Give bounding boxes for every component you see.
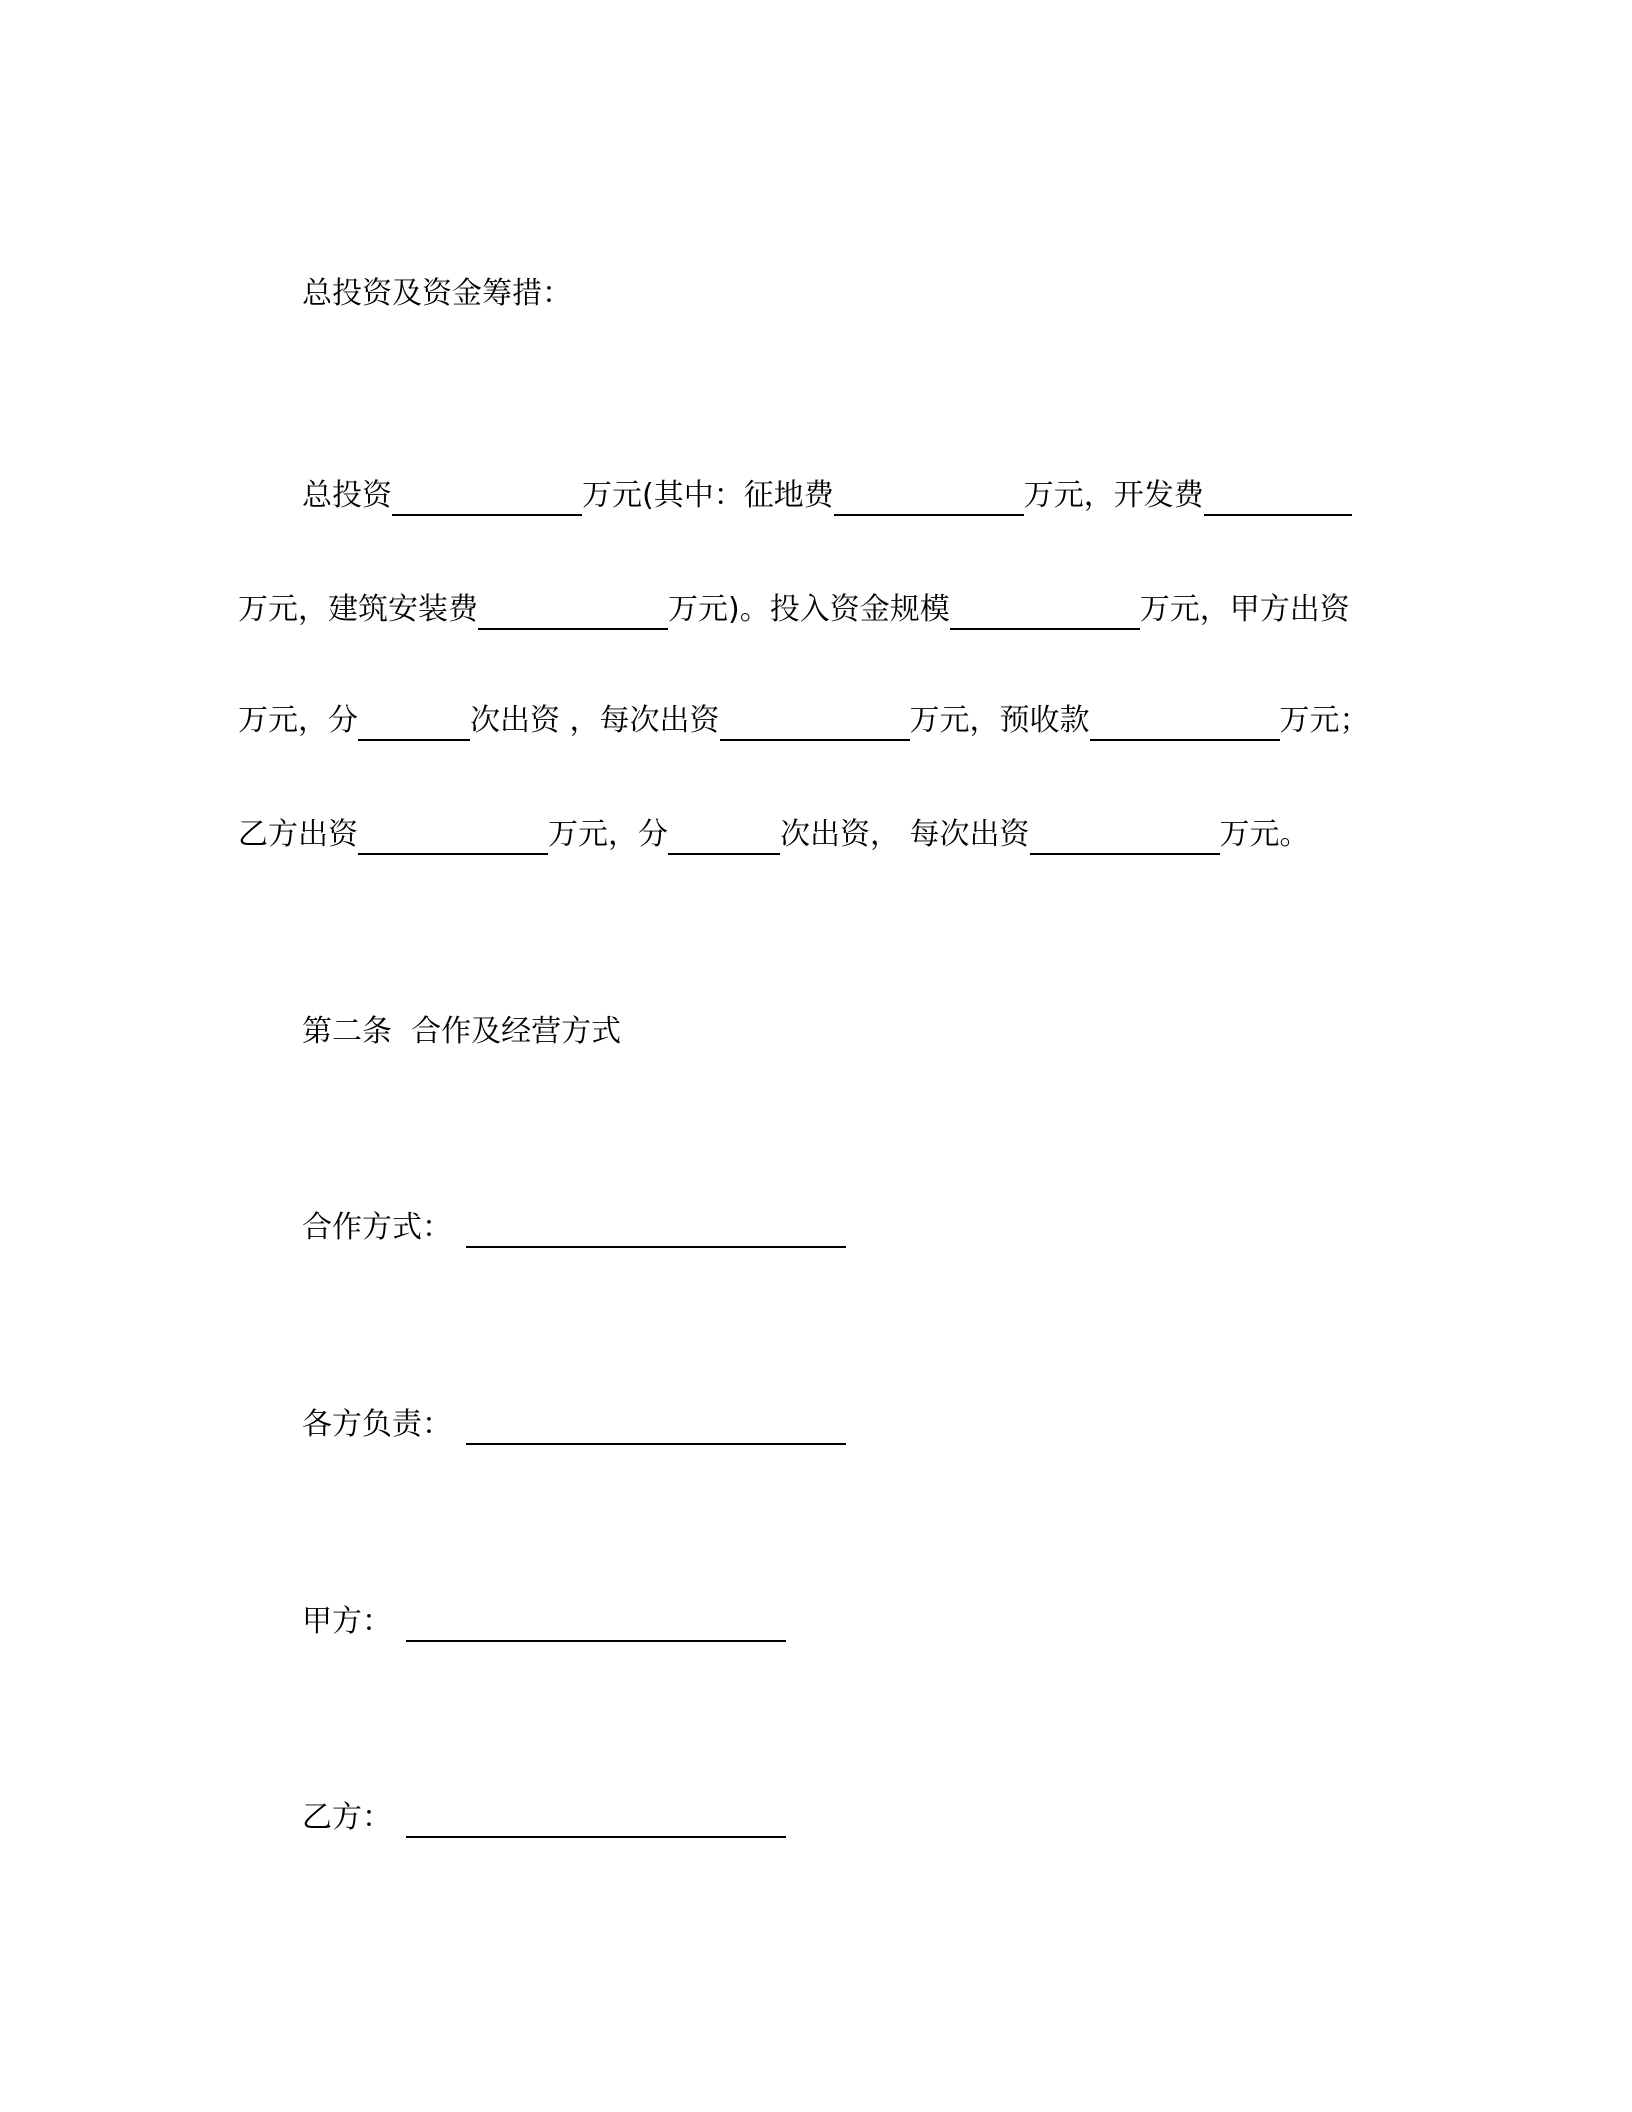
blank-installments-b[interactable] (668, 823, 780, 855)
text-construction-fee: 万元，建筑安装费 (238, 592, 478, 627)
input-responsibility[interactable] (466, 1409, 846, 1445)
text-land-fee: 万元(其中：征地费 (582, 478, 834, 513)
blank-advance-payment[interactable] (1090, 709, 1280, 741)
blank-each-contribution-b[interactable] (1030, 823, 1220, 855)
section-heading-total-investment (302, 274, 572, 314)
field-row-responsibility (302, 1405, 846, 1445)
heading-text: 总投资及资金筹措： (302, 276, 572, 311)
text-dev-fee: 万元，开发费 (1023, 478, 1204, 513)
article-2-title: 第二条 合作及经营方式 (302, 1014, 622, 1049)
label-party-a: 甲方： (302, 1604, 392, 1639)
blank-party-b-contribution[interactable] (358, 823, 548, 855)
text-party-a-contribution: 万元，甲方出资 (1139, 592, 1350, 627)
blank-fund-scale[interactable] (950, 598, 1140, 630)
blank-land-fee[interactable] (834, 484, 1024, 516)
article-2-heading (302, 1012, 621, 1052)
text-advance-payment: 万元，预收款 (909, 703, 1090, 738)
field-row-coop-mode (302, 1208, 846, 1248)
input-coop-mode[interactable] (466, 1212, 846, 1248)
blank-dev-fee[interactable] (1204, 484, 1352, 516)
input-party-a[interactable] (406, 1606, 786, 1642)
text-line3-end: 万元； (1279, 703, 1370, 738)
field-row-party-a (302, 1602, 786, 1642)
label-coop-mode: 合作方式： (302, 1210, 452, 1245)
investment-line-4 (238, 815, 1310, 855)
investment-line-2 (238, 590, 1350, 630)
text-fund-scale: 万元)。投入资金规模 (668, 592, 950, 627)
text-each-contribution-a: 次出资 ，每次出资 (470, 703, 720, 738)
blank-construction-fee[interactable] (478, 598, 668, 630)
blank-installments-a[interactable] (358, 709, 470, 741)
text-installments-b-label: 万元，分 (548, 817, 668, 852)
text-installments-a: 万元，分 (238, 703, 358, 738)
label-party-b: 乙方： (302, 1800, 392, 1835)
text-each-contribution-b: 次出资， 每次出资 (780, 817, 1030, 852)
investment-line-3 (238, 701, 1370, 741)
investment-line-1 (302, 476, 1352, 516)
label-responsibility: 各方负责： (302, 1407, 452, 1442)
text-total-investment: 总投资 (302, 478, 392, 513)
input-party-b[interactable] (406, 1802, 786, 1838)
blank-each-contribution-a[interactable] (720, 709, 910, 741)
field-row-party-b (302, 1798, 786, 1838)
text-line4-end: 万元。 (1219, 817, 1310, 852)
blank-total-investment[interactable] (392, 484, 582, 516)
text-party-b-contribution: 乙方出资 (238, 817, 358, 852)
